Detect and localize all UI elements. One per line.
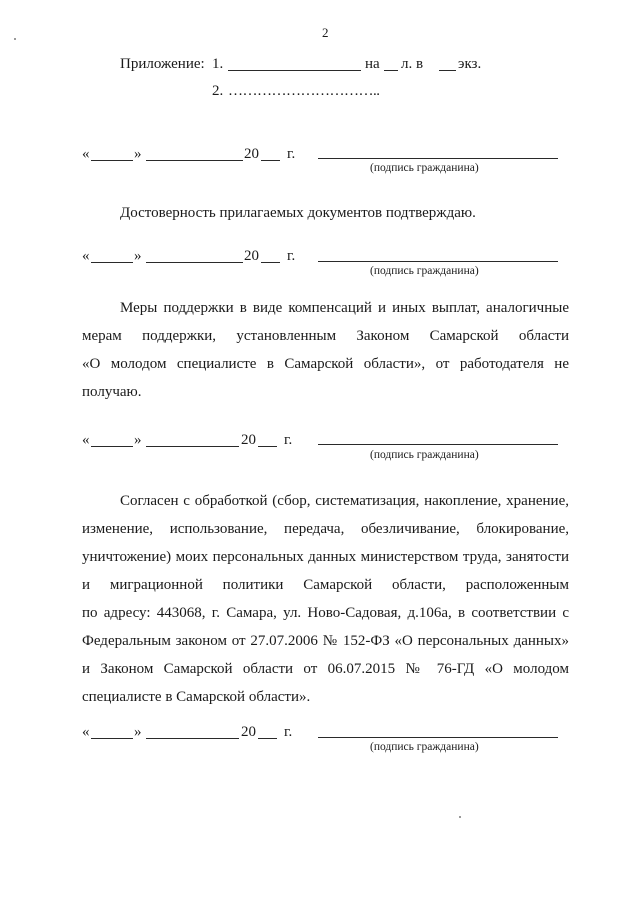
day-line — [91, 160, 133, 161]
signature-line — [318, 261, 558, 262]
month-line — [146, 446, 239, 447]
year-prefix: 20 — [241, 432, 256, 448]
paragraph-line: по адресу: 443068, г. Самара, ул. Ново-Садовая, д.106а, в соответствии с — [82, 605, 569, 621]
year-suffix: г. — [284, 724, 293, 740]
date-close-quote: » — [134, 146, 142, 162]
attachments-label: Приложение: — [120, 56, 205, 72]
paragraph-line: Федеральным законом от 27.07.2006 № 152-ФЗ «О персональных данных» — [82, 633, 569, 649]
year-prefix: 20 — [244, 248, 259, 264]
attachment-1-name-line — [228, 70, 361, 71]
signature-line — [318, 444, 558, 445]
year-line — [261, 160, 280, 161]
day-line — [91, 262, 133, 263]
attachment-1-copies-line — [439, 70, 456, 71]
page-number: 2 — [322, 25, 329, 40]
day-line — [91, 738, 133, 739]
year-suffix: г. — [284, 432, 293, 448]
year-line — [261, 262, 280, 263]
attachment-2-number: 2. — [212, 83, 224, 99]
attachment-1-on: на — [365, 56, 380, 72]
paragraph-line: Меры поддержки в виде компенсаций и иных выплат, аналогичные — [120, 300, 569, 316]
paragraph-line: получаю. — [82, 384, 142, 400]
month-line — [146, 262, 243, 263]
year-line — [258, 738, 277, 739]
year-line — [258, 446, 277, 447]
scan-speck — [14, 38, 16, 40]
signature-line — [318, 158, 558, 159]
attachment-1-copies-label: экз. — [458, 56, 482, 72]
paragraph-line: и миграционной политики Самарской области, расположенным — [82, 577, 569, 593]
signature-line — [318, 737, 558, 738]
attachment-1-sheets-label: л. в — [401, 56, 424, 72]
year-prefix: 20 — [241, 724, 256, 740]
signature-caption: (подпись гражданина) — [370, 265, 479, 277]
paragraph-line: мерам поддержки, установленным Законом Самарской области — [82, 328, 569, 344]
paragraph-line: специалисте в Самарской области». — [82, 689, 311, 705]
year-prefix: 20 — [244, 146, 259, 162]
year-suffix: г. — [287, 248, 296, 264]
paragraph-line: уничтожение) моих персональных данных министерством труда, занятости — [82, 549, 569, 565]
documents-confirmation: Достоверность прилагаемых документов подтверждаю. — [120, 205, 476, 221]
personal-data-consent-paragraph — [82, 487, 569, 711]
attachment-1-number: 1. — [212, 56, 224, 72]
signature-caption: (подпись гражданина) — [370, 162, 479, 174]
scan-speck — [459, 816, 461, 818]
date-close-quote: » — [134, 724, 142, 740]
year-suffix: г. — [287, 146, 296, 162]
signature-caption: (подпись гражданина) — [370, 741, 479, 753]
month-line — [146, 160, 243, 161]
paragraph-line: и Законом Самарской области от 06.07.2015 № 76-ГД «О молодом — [82, 661, 569, 677]
day-line — [91, 446, 133, 447]
paragraph-line: изменение, использование, передача, обезличивание, блокирование, — [82, 521, 569, 537]
month-line — [146, 738, 239, 739]
date-close-quote: » — [134, 248, 142, 264]
date-open-quote: « — [82, 248, 90, 264]
attachment-2-dots: ………………………….. — [228, 83, 380, 99]
support-measures-paragraph — [82, 294, 569, 406]
date-open-quote: « — [82, 146, 90, 162]
paragraph-line: Согласен с обработкой (сбор, систематизация, накопление, хранение, — [120, 493, 569, 509]
date-open-quote: « — [82, 432, 90, 448]
attachment-1-sheets-line — [384, 70, 398, 71]
date-close-quote: » — [134, 432, 142, 448]
signature-caption: (подпись гражданина) — [370, 449, 479, 461]
date-open-quote: « — [82, 724, 90, 740]
paragraph-line: «О молодом специалисте в Самарской области», от работодателя не — [82, 356, 569, 372]
